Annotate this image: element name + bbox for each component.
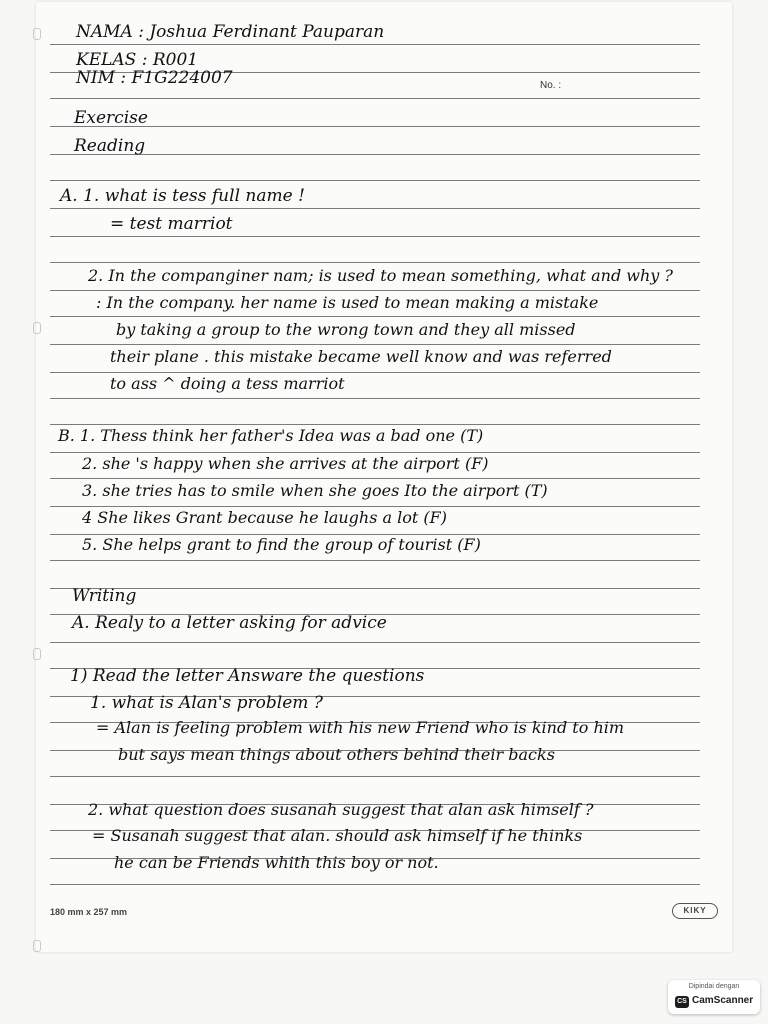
scanner-name: CamScanner xyxy=(692,995,754,1006)
question-a2: 2. In the companginer nam; is used to mean something, what and why ? xyxy=(88,266,673,285)
statement-b3: 3. she tries has to smile when she goes Ito the airport (T) xyxy=(82,481,548,500)
statement-b4: 4 She likes Grant because he laughs a lot (F) xyxy=(82,508,447,527)
reading-title: Reading xyxy=(74,136,146,156)
answer-a2-line: their plane . this mistake became well know and was referred xyxy=(110,347,612,366)
statement-b2: 2. she 's happy when she arrives at the airport (F) xyxy=(82,454,489,473)
writing-instruction: 1) Read the letter Answare the questions xyxy=(70,666,425,686)
answer-a2-line: by taking a group to the wrong town and they all missed xyxy=(116,320,576,339)
question-a1: A. 1. what is tess full name ! xyxy=(60,186,305,206)
student-class: KELAS : R001 xyxy=(76,50,199,70)
writing-answer-1-line: but says mean things about others behind their backs xyxy=(118,745,555,764)
writing-answer-1-line: = Alan is feeling problem with his new Friend who is kind to him xyxy=(96,718,625,737)
writing-answer-2-line: he can be Friends whith this boy or not. xyxy=(114,853,439,872)
binding-hole xyxy=(33,322,41,334)
camscanner-watermark xyxy=(668,980,760,1014)
scanner-caption: Dipindai dengan xyxy=(688,983,740,990)
statement-b1: B. 1. Thess think her father's Idea was a bad one (T) xyxy=(58,426,484,445)
writing-subtitle: A. Realy to a letter asking for advice xyxy=(72,613,387,633)
answer-a1: = test marriot xyxy=(110,214,233,234)
paper-size-label: 180 mm x 257 mm xyxy=(50,907,128,917)
student-name: NAMA : Joshua Ferdinant Pauparan xyxy=(76,22,385,42)
writing-answer-2-line: = Susanah suggest that alan. should ask himself if he thinks xyxy=(92,826,583,845)
binding-hole xyxy=(33,940,41,952)
statement-b5: 5. She helps grant to find the group of tourist (F) xyxy=(82,535,481,554)
camscanner-icon: CS xyxy=(675,996,689,1008)
writing-title: Writing xyxy=(72,586,137,606)
answer-a2-line: to ass ^ doing a tess marriot xyxy=(110,374,345,393)
writing-question-1: 1. what is Alan's problem ? xyxy=(90,693,323,713)
answer-a2-line: : In the company. her name is used to mean making a mistake xyxy=(96,293,599,312)
notebook-brand-logo: KIKY xyxy=(672,903,718,919)
binding-hole xyxy=(33,28,41,40)
page-number-label: No. : xyxy=(540,80,562,91)
binding-hole xyxy=(33,648,41,660)
writing-question-2: 2. what question does susanah suggest that alan ask himself ? xyxy=(88,800,594,819)
exercise-title: Exercise xyxy=(74,108,148,128)
student-nim: NIM : F1G224007 xyxy=(76,68,233,88)
